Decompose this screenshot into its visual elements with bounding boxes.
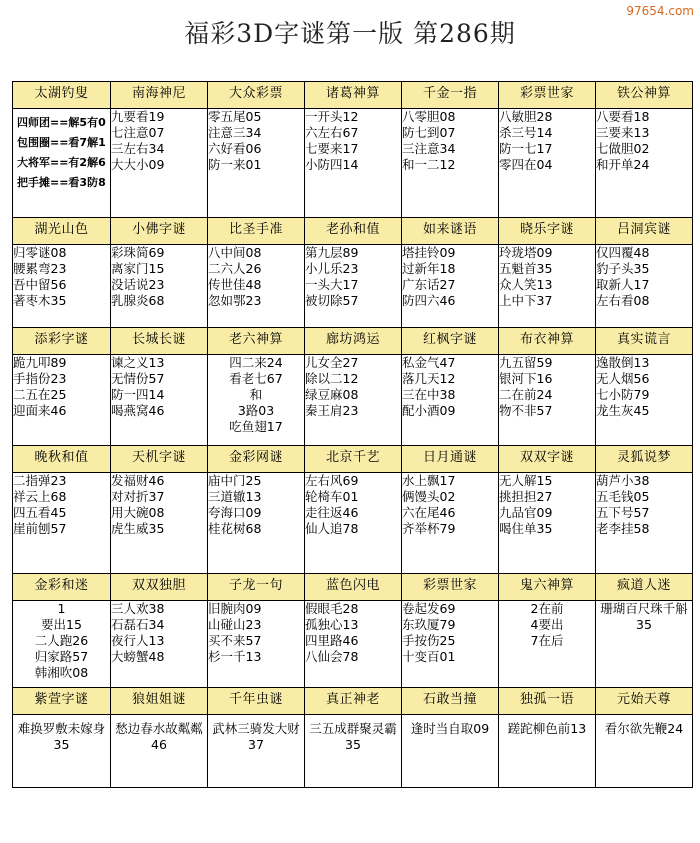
riddle-line: 看尔欲先鞭24 bbox=[604, 721, 684, 736]
riddle-line: 乳腺炎68 bbox=[111, 293, 165, 308]
riddle-line: 配小酒09 bbox=[402, 403, 456, 418]
riddle-line: 夜行人13 bbox=[111, 633, 165, 648]
content-row bbox=[13, 109, 693, 218]
riddle-line: 大螃蟹48 bbox=[111, 649, 165, 664]
riddle-cell bbox=[305, 245, 402, 328]
riddle-cell bbox=[499, 715, 596, 788]
riddle-cell bbox=[305, 601, 402, 688]
header-row bbox=[13, 218, 693, 245]
riddle-line: 夸海口09 bbox=[208, 505, 262, 520]
column-header: 彩票世家 bbox=[499, 82, 596, 109]
riddle-line: 八中间08 bbox=[208, 245, 262, 260]
riddle-line: 注意三34 bbox=[208, 125, 262, 140]
column-header: 如来谜语 bbox=[402, 218, 499, 245]
column-header: 千年虫谜 bbox=[208, 688, 305, 715]
site-watermark: 97654.com bbox=[626, 4, 694, 18]
column-header: 彩票世家 bbox=[402, 574, 499, 601]
riddle-line: 崖前刨57 bbox=[13, 521, 67, 536]
riddle-line: 二在前24 bbox=[499, 387, 553, 402]
column-header: 真实谎言 bbox=[596, 328, 693, 355]
riddle-line: 逸散倒13 bbox=[596, 355, 650, 370]
column-header: 子龙一句 bbox=[208, 574, 305, 601]
riddle-line: 买不来57 bbox=[208, 633, 262, 648]
riddle-line: 六左右67 bbox=[305, 125, 359, 140]
riddle-line: 愁边春水故粼粼46 bbox=[115, 721, 203, 752]
riddle-line: 广东话27 bbox=[402, 277, 456, 292]
riddle-line: 离家门15 bbox=[111, 261, 165, 276]
riddle-line: 手指份23 bbox=[13, 371, 67, 386]
column-header: 日月通谜 bbox=[402, 446, 499, 473]
riddle-line: 防一来01 bbox=[208, 157, 262, 172]
riddle-line: 七小防79 bbox=[596, 387, 650, 402]
content-row bbox=[13, 715, 693, 788]
riddle-cell bbox=[208, 715, 305, 788]
riddle-line: 孤独心13 bbox=[305, 617, 359, 632]
header-row bbox=[13, 688, 693, 715]
riddle-line: 第九层89 bbox=[305, 245, 359, 260]
riddle-line: 没话说23 bbox=[111, 277, 165, 292]
riddle-cell bbox=[111, 109, 208, 218]
riddle-cell bbox=[402, 109, 499, 218]
riddle-line: 喝住单35 bbox=[499, 521, 553, 536]
riddle-line: 老李挂58 bbox=[596, 521, 650, 536]
column-header: 紫萱字谜 bbox=[13, 688, 111, 715]
riddle-line: 俩馒头02 bbox=[402, 489, 456, 504]
riddle-line: 三左右34 bbox=[111, 141, 165, 156]
riddle-cell bbox=[402, 601, 499, 688]
riddle-line: 韩湘吹08 bbox=[34, 665, 89, 680]
riddle-line: 石磊石34 bbox=[111, 617, 165, 632]
riddle-line: 武林三骑发大财37 bbox=[212, 721, 300, 752]
column-header: 晚秋和值 bbox=[13, 446, 111, 473]
riddle-line: 防一四14 bbox=[111, 387, 165, 402]
riddle-line: 跪九叩89 bbox=[13, 355, 67, 370]
riddle-line: 无人烟56 bbox=[596, 371, 650, 386]
header-row bbox=[13, 446, 693, 473]
column-header: 比圣手准 bbox=[208, 218, 305, 245]
riddle-line: 众人笑13 bbox=[499, 277, 553, 292]
riddle-line: 水上飘17 bbox=[402, 473, 456, 488]
riddle-cell bbox=[596, 473, 693, 574]
riddle-line: 包围圈==看7解1 bbox=[17, 136, 106, 149]
header-row bbox=[13, 82, 693, 109]
riddle-line: 五毛钱05 bbox=[596, 489, 650, 504]
riddle-line: 大大小09 bbox=[111, 157, 165, 172]
riddle-cell bbox=[111, 601, 208, 688]
riddle-line: 和开单24 bbox=[596, 157, 650, 172]
riddle-line: 六好看06 bbox=[208, 141, 262, 156]
riddle-line: 防七到07 bbox=[402, 125, 456, 140]
riddle-cell bbox=[596, 715, 693, 788]
content-row bbox=[13, 473, 693, 574]
column-header: 大众彩票 bbox=[208, 82, 305, 109]
column-header: 南海神尼 bbox=[111, 82, 208, 109]
riddle-cell bbox=[499, 601, 596, 688]
riddle-line: 东玖厦79 bbox=[402, 617, 456, 632]
riddle-line: 落几天12 bbox=[402, 371, 456, 386]
riddle-line: 忽如鄂23 bbox=[208, 293, 262, 308]
riddle-line: 零四在04 bbox=[499, 157, 553, 172]
riddle-line: 九品官09 bbox=[499, 505, 553, 520]
riddle-cell bbox=[402, 245, 499, 328]
riddle-cell bbox=[305, 109, 402, 218]
riddle-line: 左右看08 bbox=[596, 293, 650, 308]
riddle-line: 被切除57 bbox=[305, 293, 359, 308]
riddle-line: 和 bbox=[249, 387, 263, 402]
header-row bbox=[13, 574, 693, 601]
riddle-line: 儿女全27 bbox=[305, 355, 359, 370]
riddle-line: 二六人26 bbox=[208, 261, 262, 276]
riddle-cell bbox=[111, 473, 208, 574]
riddle-line: 零五尾05 bbox=[208, 109, 262, 124]
riddle-line: 7在后 bbox=[530, 633, 564, 648]
riddle-cell bbox=[13, 473, 111, 574]
riddle-cell bbox=[208, 473, 305, 574]
riddle-cell bbox=[208, 601, 305, 688]
column-header: 诸葛神算 bbox=[305, 82, 402, 109]
column-header: 鬼六神算 bbox=[499, 574, 596, 601]
riddle-line: 三在中38 bbox=[402, 387, 456, 402]
riddle-cell bbox=[111, 715, 208, 788]
riddle-line: 3路03 bbox=[237, 403, 275, 418]
riddle-cell bbox=[13, 601, 111, 688]
riddle-cell bbox=[111, 355, 208, 446]
riddle-cell bbox=[305, 473, 402, 574]
column-header: 独孤一语 bbox=[499, 688, 596, 715]
riddle-line: 传世佳48 bbox=[208, 277, 262, 292]
column-header: 红枫字谜 bbox=[402, 328, 499, 355]
riddle-line: 看老七67 bbox=[229, 371, 283, 386]
riddle-line: 迎面来46 bbox=[13, 403, 67, 418]
riddle-line: 喝燕窝46 bbox=[111, 403, 165, 418]
riddle-line: 对对折37 bbox=[111, 489, 165, 504]
riddle-line: 发福财46 bbox=[111, 473, 165, 488]
riddle-line: 四里路46 bbox=[305, 633, 359, 648]
riddle-line: 银河下16 bbox=[499, 371, 553, 386]
riddle-line: 山碰山23 bbox=[208, 617, 262, 632]
content-row bbox=[13, 355, 693, 446]
riddle-line: 八零胆08 bbox=[402, 109, 456, 124]
riddle-line: 逢时当自取09 bbox=[410, 721, 490, 736]
riddle-line: 祥云上68 bbox=[13, 489, 67, 504]
riddle-line: 卷起发69 bbox=[402, 601, 456, 616]
riddle-line: 七要来17 bbox=[305, 141, 359, 156]
riddle-line: 杉一千13 bbox=[208, 649, 262, 664]
riddle-line: 五下号57 bbox=[596, 505, 650, 520]
column-header: 老六神算 bbox=[208, 328, 305, 355]
column-header: 蓝色闪电 bbox=[305, 574, 402, 601]
riddle-line: 用大碗08 bbox=[111, 505, 165, 520]
riddle-line: 挑担担27 bbox=[499, 489, 553, 504]
riddle-line: 手按伤25 bbox=[402, 633, 456, 648]
riddle-cell bbox=[208, 355, 305, 446]
riddle-line: 轮椅车01 bbox=[305, 489, 359, 504]
column-header: 布衣神算 bbox=[499, 328, 596, 355]
riddle-line: 十变百01 bbox=[402, 649, 456, 664]
riddle-line: 四师团==解5有0 bbox=[17, 116, 106, 129]
riddle-line: 三要来13 bbox=[596, 125, 650, 140]
riddle-line: 难换罗敷未嫁身35 bbox=[17, 721, 106, 752]
riddle-line: 三注意34 bbox=[402, 141, 456, 156]
riddle-line: 大将军==有2解6 bbox=[17, 156, 106, 169]
column-header: 狼姐姐谜 bbox=[111, 688, 208, 715]
riddle-line: 蹉跎柳色前13 bbox=[507, 721, 587, 736]
riddle-line: 珊瑚百尺珠千斛35 bbox=[600, 601, 688, 632]
column-header: 晓乐字谜 bbox=[499, 218, 596, 245]
column-header: 灵狐说梦 bbox=[596, 446, 693, 473]
riddle-line: 三道辙13 bbox=[208, 489, 262, 504]
riddle-line: 物不非57 bbox=[499, 403, 553, 418]
riddle-cell bbox=[402, 473, 499, 574]
column-header: 疯道人迷 bbox=[596, 574, 693, 601]
riddle-cell bbox=[13, 109, 111, 218]
riddle-cell bbox=[13, 355, 111, 446]
riddle-line: 1 bbox=[57, 601, 66, 616]
riddle-line: 六在尾46 bbox=[402, 505, 456, 520]
riddle-cell bbox=[596, 601, 693, 688]
riddle-grid bbox=[12, 81, 693, 788]
riddle-line: 四二来24 bbox=[229, 355, 283, 370]
column-header: 北京千艺 bbox=[305, 446, 402, 473]
column-header: 太湖钓叟 bbox=[13, 82, 111, 109]
riddle-line: 腰累弯23 bbox=[13, 261, 67, 276]
riddle-cell bbox=[596, 245, 693, 328]
riddle-line: 把手摊==看3防8 bbox=[17, 176, 106, 189]
riddle-cell bbox=[208, 245, 305, 328]
riddle-line: 一头大17 bbox=[305, 277, 359, 292]
riddle-line: 和一二12 bbox=[402, 157, 456, 172]
column-header: 双双独胆 bbox=[111, 574, 208, 601]
riddle-cell bbox=[402, 355, 499, 446]
content-row bbox=[13, 245, 693, 328]
column-header: 小佛字谜 bbox=[111, 218, 208, 245]
riddle-line: 七做胆02 bbox=[596, 141, 650, 156]
riddle-line: 归家路57 bbox=[34, 649, 89, 664]
content-row bbox=[13, 601, 693, 688]
riddle-line: 防一七17 bbox=[499, 141, 553, 156]
riddle-line: 虎生威35 bbox=[111, 521, 165, 536]
riddle-line: 九要看19 bbox=[111, 109, 165, 124]
riddle-line: 绿豆麻08 bbox=[305, 387, 359, 402]
riddle-line: 八敏胆28 bbox=[499, 109, 553, 124]
riddle-line: 杀三号14 bbox=[499, 125, 553, 140]
riddle-line: 彩珠简69 bbox=[111, 245, 165, 260]
riddle-line: 无人解15 bbox=[499, 473, 553, 488]
riddle-line: 旧腕肉09 bbox=[208, 601, 262, 616]
column-header: 老孙和值 bbox=[305, 218, 402, 245]
riddle-line: 仅四覆48 bbox=[596, 245, 650, 260]
riddle-line: 齐举杯79 bbox=[402, 521, 456, 536]
column-header: 湖光山色 bbox=[13, 218, 111, 245]
riddle-line: 著枣木35 bbox=[13, 293, 67, 308]
riddle-line: 九五留59 bbox=[499, 355, 553, 370]
riddle-cell bbox=[499, 355, 596, 446]
riddle-cell bbox=[13, 245, 111, 328]
riddle-line: 归零谜08 bbox=[13, 245, 67, 260]
column-header: 天机字谜 bbox=[111, 446, 208, 473]
riddle-line: 吃鱼翅17 bbox=[229, 419, 283, 434]
riddle-cell bbox=[402, 715, 499, 788]
column-header: 吕洞宾谜 bbox=[596, 218, 693, 245]
riddle-cell bbox=[596, 355, 693, 446]
riddle-line: 三五成群聚灵霸35 bbox=[309, 721, 397, 752]
riddle-line: 谏之义13 bbox=[111, 355, 165, 370]
riddle-line: 仙人追78 bbox=[305, 521, 359, 536]
riddle-line: 吾中留56 bbox=[13, 277, 67, 292]
riddle-line: 过新年18 bbox=[402, 261, 456, 276]
riddle-line: 小儿乐23 bbox=[305, 261, 359, 276]
riddle-cell bbox=[596, 109, 693, 218]
riddle-cell bbox=[208, 109, 305, 218]
riddle-cell bbox=[305, 715, 402, 788]
riddle-line: 一开头12 bbox=[305, 109, 359, 124]
riddle-line: 玲珑塔09 bbox=[499, 245, 553, 260]
column-header: 添彩字谜 bbox=[13, 328, 111, 355]
riddle-line: 秦王肩23 bbox=[305, 403, 359, 418]
column-header: 石敢当撞 bbox=[402, 688, 499, 715]
header-row bbox=[13, 328, 693, 355]
riddle-line: 八要看18 bbox=[596, 109, 650, 124]
riddle-line: 塔挂铃09 bbox=[402, 245, 456, 260]
riddle-line: 豹子头35 bbox=[596, 261, 650, 276]
riddle-cell bbox=[305, 355, 402, 446]
riddle-cell bbox=[499, 473, 596, 574]
column-header: 长城长谜 bbox=[111, 328, 208, 355]
riddle-cell bbox=[499, 245, 596, 328]
riddle-line: 走往返46 bbox=[305, 505, 359, 520]
riddle-line: 防四六46 bbox=[402, 293, 456, 308]
riddle-line: 八仙会78 bbox=[305, 649, 359, 664]
riddle-line: 葫芦小38 bbox=[596, 473, 650, 488]
column-header: 真正神老 bbox=[305, 688, 402, 715]
riddle-cell bbox=[13, 715, 111, 788]
riddle-cell bbox=[111, 245, 208, 328]
column-header: 千金一指 bbox=[402, 82, 499, 109]
riddle-line: 二五在25 bbox=[13, 387, 67, 402]
riddle-line: 4要出 bbox=[530, 617, 564, 632]
riddle-line: 要出15 bbox=[41, 617, 82, 632]
riddle-line: 四五看45 bbox=[13, 505, 67, 520]
riddle-line: 七注意07 bbox=[111, 125, 165, 140]
riddle-line: 二指弹23 bbox=[13, 473, 67, 488]
riddle-line: 取新人17 bbox=[596, 277, 650, 292]
riddle-line: 私金气47 bbox=[402, 355, 456, 370]
riddle-line: 小防四14 bbox=[305, 157, 359, 172]
riddle-line: 2在前 bbox=[530, 601, 564, 616]
column-header: 金彩和迷 bbox=[13, 574, 111, 601]
column-header: 金彩网谜 bbox=[208, 446, 305, 473]
riddle-line: 五魁首35 bbox=[499, 261, 553, 276]
page-title: 福彩3D字谜第一版 第286期 bbox=[184, 19, 516, 48]
riddle-line: 三人欢38 bbox=[111, 601, 165, 616]
column-header: 双双字谜 bbox=[499, 446, 596, 473]
riddle-line: 二人跑26 bbox=[34, 633, 89, 648]
riddle-line: 假眼毛28 bbox=[305, 601, 359, 616]
riddle-line: 桂花树68 bbox=[208, 521, 262, 536]
riddle-line: 除以二12 bbox=[305, 371, 359, 386]
column-header: 铁公神算 bbox=[596, 82, 693, 109]
riddle-line: 庙中门25 bbox=[208, 473, 262, 488]
riddle-cell bbox=[499, 109, 596, 218]
riddle-line: 无情份57 bbox=[111, 371, 165, 386]
riddle-line: 上中下37 bbox=[499, 293, 553, 308]
column-header: 元始天尊 bbox=[596, 688, 693, 715]
riddle-line: 龙生灰45 bbox=[596, 403, 650, 418]
column-header: 廊坊鸿运 bbox=[305, 328, 402, 355]
riddle-line: 左右风69 bbox=[305, 473, 359, 488]
